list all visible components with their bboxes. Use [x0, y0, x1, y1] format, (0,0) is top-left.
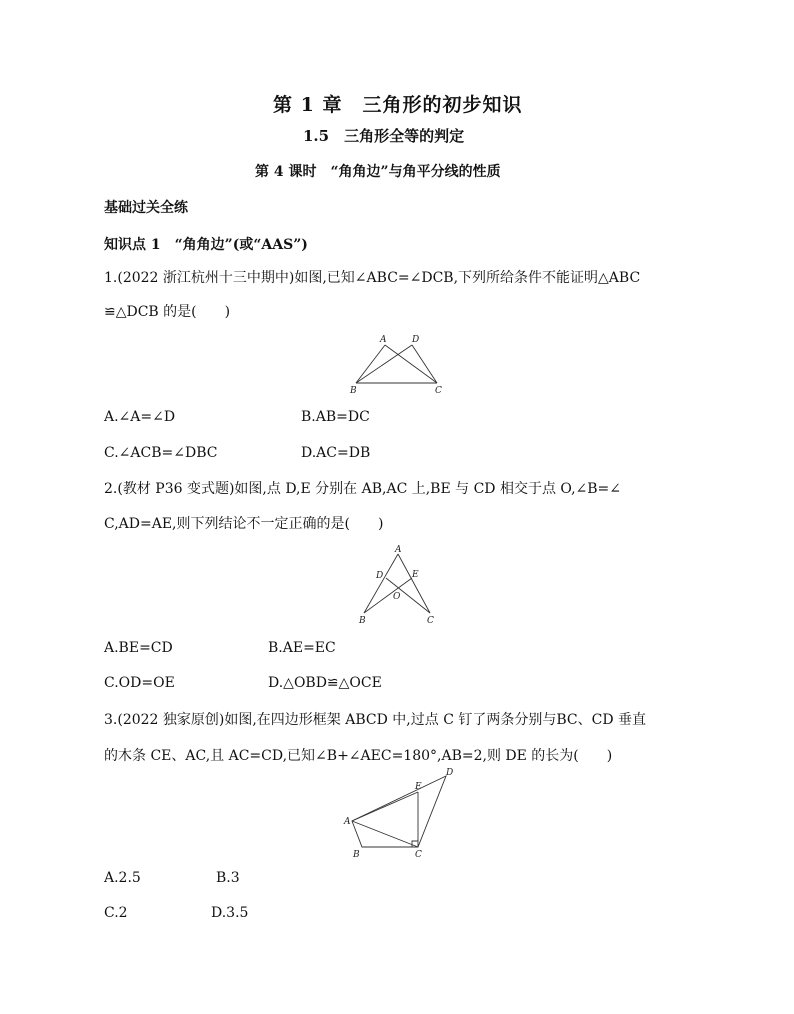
- option-a[interactable]: A.2.5: [104, 870, 141, 886]
- label-a: A: [395, 545, 402, 555]
- label-b: B: [353, 850, 360, 860]
- label-d: D: [376, 571, 384, 581]
- option-c[interactable]: C.2: [104, 905, 128, 921]
- label-e: E: [412, 570, 419, 580]
- label-b: B: [350, 386, 357, 396]
- lesson-title: 第 4 课时 “角角边”与角平分线的性质: [255, 164, 501, 180]
- label-o: O: [393, 592, 401, 602]
- question-text-line: 1.(2022 浙江杭州十三中期中)如图,已知∠ABC=∠DCB,下列所给条件不能证明△ABC: [104, 270, 641, 286]
- label-c: C: [435, 386, 442, 396]
- option-c[interactable]: C.OD=OE: [104, 675, 175, 691]
- label-d: D: [446, 768, 454, 778]
- chapter-title: 第 1 章 三角形的初步知识: [273, 94, 523, 116]
- option-b[interactable]: B.AE=EC: [268, 640, 336, 656]
- segment-ac: [385, 345, 437, 383]
- knowledge-point-title: 知识点 1 “角角边”(或“AAS”): [104, 237, 308, 253]
- label-a: A: [380, 335, 387, 345]
- segment-ac: [398, 554, 430, 613]
- question-text-line: ≌△DCB 的是( ): [104, 304, 231, 320]
- option-d[interactable]: D.3.5: [211, 905, 249, 921]
- label-b: B: [359, 616, 366, 626]
- quadrilateral-abcd: [352, 776, 446, 847]
- segment-ac: [352, 821, 418, 847]
- label-a: A: [344, 817, 351, 827]
- question-text-line: 的木条 CE、AC,且 AC=CD,已知∠B+∠AEC=180°,AB=2,则 DE 的长为( ): [104, 748, 613, 764]
- option-a[interactable]: A.∠A=∠D: [104, 409, 176, 425]
- segment-dc: [412, 345, 437, 383]
- segment-ba: [356, 345, 385, 383]
- option-c[interactable]: C.∠ACB=∠DBC: [104, 445, 218, 461]
- option-d[interactable]: D.△OBD≌△OCE: [268, 675, 382, 691]
- section-title: 1.5 三角形全等的判定: [303, 127, 465, 145]
- label-c: C: [415, 850, 422, 860]
- option-b[interactable]: B.3: [216, 870, 240, 886]
- question-text-line: 3.(2022 独家原创)如图,在四边形框架 ABCD 中,过点 C 钉了两条分别与BC、CD 垂直: [104, 712, 647, 728]
- segment-be: [364, 578, 412, 613]
- question-text-line: 2.(教材 P36 变式题)如图,点 D,E 分别在 AB,AC 上,BE 与 CD 相交于点 O,∠B=∠: [104, 481, 622, 497]
- label-c: C: [427, 616, 434, 626]
- option-d[interactable]: D.AC=DB: [301, 445, 371, 461]
- quadrilateral-figure-3: [338, 764, 458, 862]
- question-text-line: C,AD=AE,则下列结论不一定正确的是( ): [104, 516, 384, 532]
- section-label: 基础过关全练: [104, 200, 188, 216]
- segment-bd: [356, 345, 412, 383]
- option-b[interactable]: B.AB=DC: [301, 409, 370, 425]
- label-e: E: [415, 782, 422, 792]
- option-a[interactable]: A.BE=CD: [104, 640, 173, 656]
- triangle-figure-2: [350, 540, 445, 628]
- triangle-figure-1: [340, 330, 455, 398]
- segment-ae: [352, 792, 418, 821]
- label-d: D: [412, 335, 420, 345]
